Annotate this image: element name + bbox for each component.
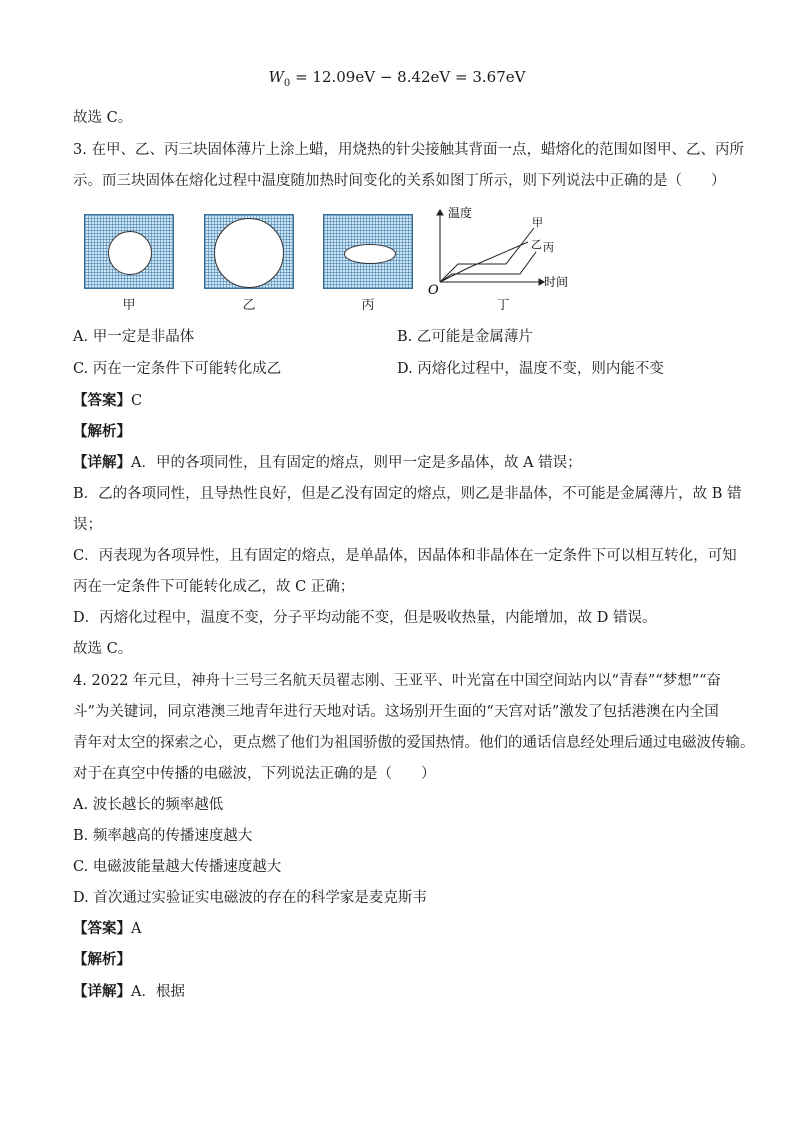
q3-detail-d: D．丙熔化过程中，温度不变，分子平均动能不变，但是吸收热量，内能增加，故 D 错误。 bbox=[73, 610, 657, 626]
q3-option-d: D. 丙熔化过程中，温度不变，则内能不变 bbox=[397, 361, 664, 377]
q4-option-b: B. 频率越高的传播速度越大 bbox=[73, 828, 253, 844]
q3-detail-c-line-1: C．丙表现为各项异性，且有固定的熔点，是单晶体，因晶体和非晶体在一定条件下可以相互转化，可知 bbox=[73, 548, 737, 564]
q3-analysis-tag: 【解析】 bbox=[73, 423, 131, 440]
q3-figure bbox=[73, 206, 593, 314]
answer-tag: 【答案】 bbox=[73, 920, 131, 937]
detail-a-text: A．根据 bbox=[131, 984, 185, 1000]
curve-yi bbox=[440, 242, 528, 282]
curve-label-jia: 甲 bbox=[532, 216, 543, 229]
q3-option-c: C. 丙在一定条件下可能转化成乙 bbox=[73, 361, 282, 377]
formula-subscript: 0 bbox=[283, 78, 291, 89]
q3-detail-b-line-1: B．乙的各项同性，且导热性良好，但是乙没有固定的熔点，则乙是非晶体，不可能是金属薄片，故 B 错 bbox=[73, 486, 742, 502]
formula-work-function bbox=[0, 68, 794, 89]
q3-stem-line-2: 示。而三块固体在熔化过程中温度随加热时间变化的关系如图丁所示，则下列说法中正确的是（ ） bbox=[73, 173, 726, 189]
melt-ellipse bbox=[344, 244, 396, 264]
melt-circle-small bbox=[108, 231, 152, 275]
panel-jia bbox=[84, 214, 174, 289]
q4-option-d: D. 首次通过实验证实电磁波的存在的科学家是麦克斯韦 bbox=[73, 890, 427, 906]
detail-tag: 【详解】 bbox=[73, 983, 131, 1000]
q2-conclusion: 故选 C。 bbox=[73, 110, 133, 126]
caption-jia: 甲 bbox=[122, 298, 136, 313]
answer-value: C bbox=[131, 393, 143, 409]
q3-detail-a bbox=[73, 453, 582, 473]
caption-ding: 丁 bbox=[496, 298, 510, 313]
caption-yi: 乙 bbox=[242, 298, 256, 313]
formula-rhs: = 12.09eV − 8.42eV = 3.67eV bbox=[290, 68, 526, 86]
curve-label-bing: 丙 bbox=[543, 241, 554, 254]
detail-a-text: A．甲的各项同性，且有固定的熔点，则甲一定是多晶体，故 A 错误； bbox=[131, 455, 582, 471]
panel-bing bbox=[323, 214, 413, 289]
panel-yi bbox=[204, 214, 294, 289]
q4-analysis-tag: 【解析】 bbox=[73, 951, 131, 968]
q3-option-b: B. 乙可能是金属薄片 bbox=[397, 329, 533, 345]
q4-stem-line-4: 对于在真空中传播的电磁波，下列说法正确的是（ ） bbox=[73, 766, 436, 782]
q4-option-c: C. 电磁波能量越大传播速度越大 bbox=[73, 859, 282, 875]
q4-option-a: A. 波长越长的频率越低 bbox=[73, 797, 224, 813]
q3-answer bbox=[73, 391, 142, 411]
q3-option-a: A. 甲一定是非晶体 bbox=[73, 329, 195, 345]
y-axis-label: 温度 bbox=[448, 206, 473, 220]
q4-stem-line-2: 斗”为关键词，同京港澳三地青年进行天地对话。这场别开生面的“天宫对话”激发了包括港澳在内全国 bbox=[73, 704, 719, 720]
q3-detail-c-line-2: 丙在一定条件下可能转化成乙，故 C 正确； bbox=[73, 579, 355, 595]
q4-answer bbox=[73, 919, 141, 939]
q3-conclusion: 故选 C。 bbox=[73, 641, 133, 657]
q3-stem-line-1: 3. 在甲、乙、丙三块固体薄片上涂上蜡，用烧热的针尖接触其背面一点，蜡熔化的范围如图甲、乙、丙所 bbox=[73, 142, 744, 158]
answer-tag: 【答案】 bbox=[73, 392, 131, 409]
q3-detail-b-line-2: 误； bbox=[73, 517, 102, 533]
detail-tag: 【详解】 bbox=[73, 454, 131, 471]
x-axis-label: 时间 bbox=[544, 275, 569, 289]
temperature-time-graph bbox=[428, 206, 578, 298]
q4-stem-line-3: 青年对太空的探索之心，更点燃了他们为祖国骄傲的爱国热情。他们的通话信息经处理后通过电磁波传输。 bbox=[73, 735, 755, 751]
q4-stem-line-1: 4. 2022 年元旦，神舟十三号三名航天员翟志刚、王亚平、叶光富在中国空间站内以“青春”“梦想”“奋 bbox=[73, 673, 722, 689]
formula-symbol: W bbox=[268, 68, 284, 86]
caption-bing: 丙 bbox=[361, 298, 375, 313]
melt-circle-large bbox=[214, 218, 284, 288]
q4-detail-a bbox=[73, 982, 185, 1002]
curve-label-yi: 乙 bbox=[531, 238, 542, 251]
answer-value: A bbox=[131, 921, 142, 937]
origin-label: O bbox=[428, 283, 439, 298]
